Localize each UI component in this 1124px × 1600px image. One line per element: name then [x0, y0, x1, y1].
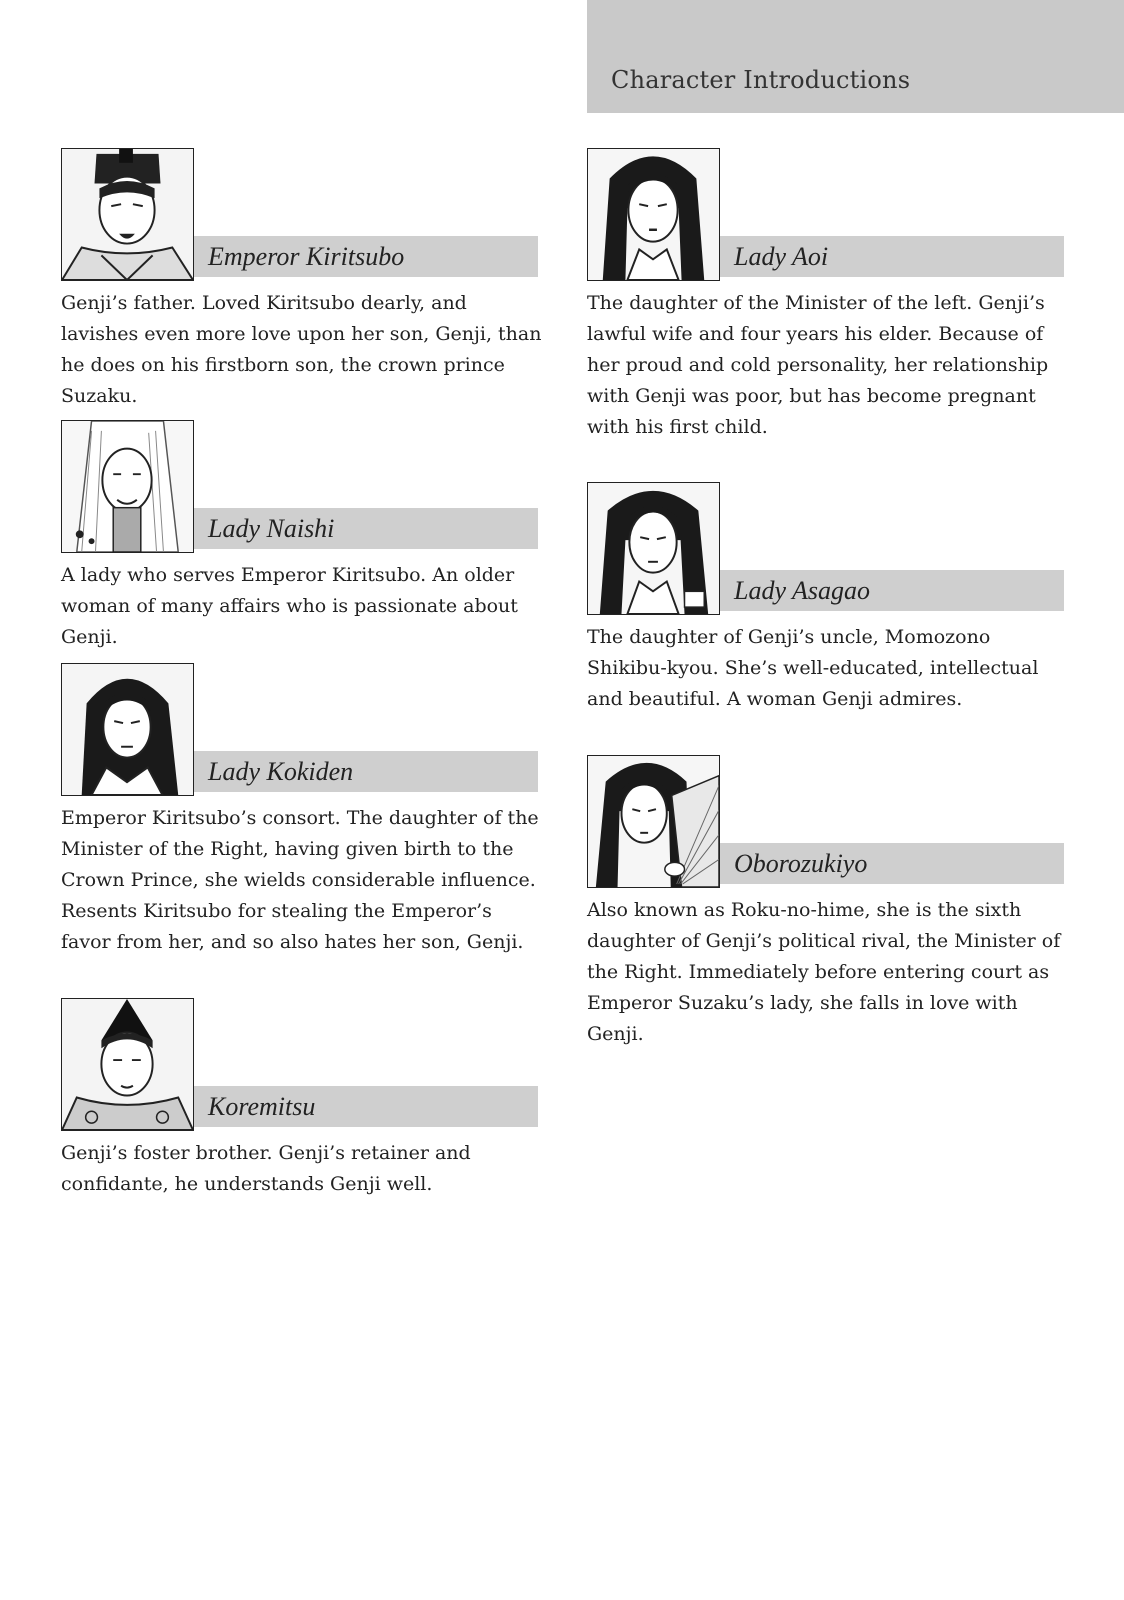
lady-portrait-icon [587, 148, 720, 281]
character-name: Lady Aoi [734, 242, 829, 271]
name-bar [194, 236, 538, 277]
character-name: Lady Naishi [208, 514, 335, 543]
character-description: Genji’s father. Loved Kiritsubo dearly, and lavishes even more love upon her son, Genji, than he does on his firstborn son, the crown prince Suzaku. [61, 292, 542, 407]
character-description: Genji’s foster brother. Genji’s retainer and confidante, he understands Genji well. [61, 1142, 471, 1195]
character-description: Emperor Kiritsubo’s consort. The daughter of the Minister of the Right, having given birth to the Crown Prince, she wields considerable influence. Resents Kiritsubo for stealing the Emperor’s favor from her, and so also hates her son, Genji. [61, 807, 539, 953]
lady-with-fan-portrait-icon [587, 755, 720, 888]
name-bar [720, 843, 1064, 884]
character-description: The daughter of the Minister of the left. Genji’s lawful wife and four years his elder. Because of her proud and cold personality, her relationship with Genji was poor, but has become pregnant with his first child. [587, 292, 1049, 438]
lady-portrait-icon [587, 482, 720, 615]
character-name: Oborozukiyo [734, 849, 868, 878]
character-description: A lady who serves Emperor Kiritsubo. An older woman of many affairs who is passionate about Genji. [61, 564, 518, 648]
retainer-portrait-icon [61, 998, 194, 1131]
name-bar [194, 751, 538, 792]
name-bar [720, 236, 1064, 277]
elder-lady-portrait-icon [61, 420, 194, 553]
character-name: Koremitsu [208, 1092, 316, 1121]
header-band [587, 0, 1124, 113]
character-name: Lady Asagao [734, 576, 871, 605]
character-description: Also known as Roku-no-hime, she is the sixth daughter of Genji’s political rival, the Minister of the Right. Immediately before entering court as Emperor Suzaku’s lady, she falls in love with Genji. [587, 899, 1061, 1045]
name-bar [720, 570, 1064, 611]
character-description: The daughter of Genji’s uncle, Momozono Shikibu-kyou. She’s well-educated, intellectual and beautiful. A woman Genji admires. [587, 626, 1039, 710]
page-title: Character Introductions [611, 66, 911, 94]
character-name: Emperor Kiritsubo [208, 242, 405, 271]
character-name: Lady Kokiden [208, 757, 354, 786]
name-bar [194, 508, 538, 549]
consort-portrait-icon [61, 663, 194, 796]
name-bar [194, 1086, 538, 1127]
emperor-portrait-icon [61, 148, 194, 281]
